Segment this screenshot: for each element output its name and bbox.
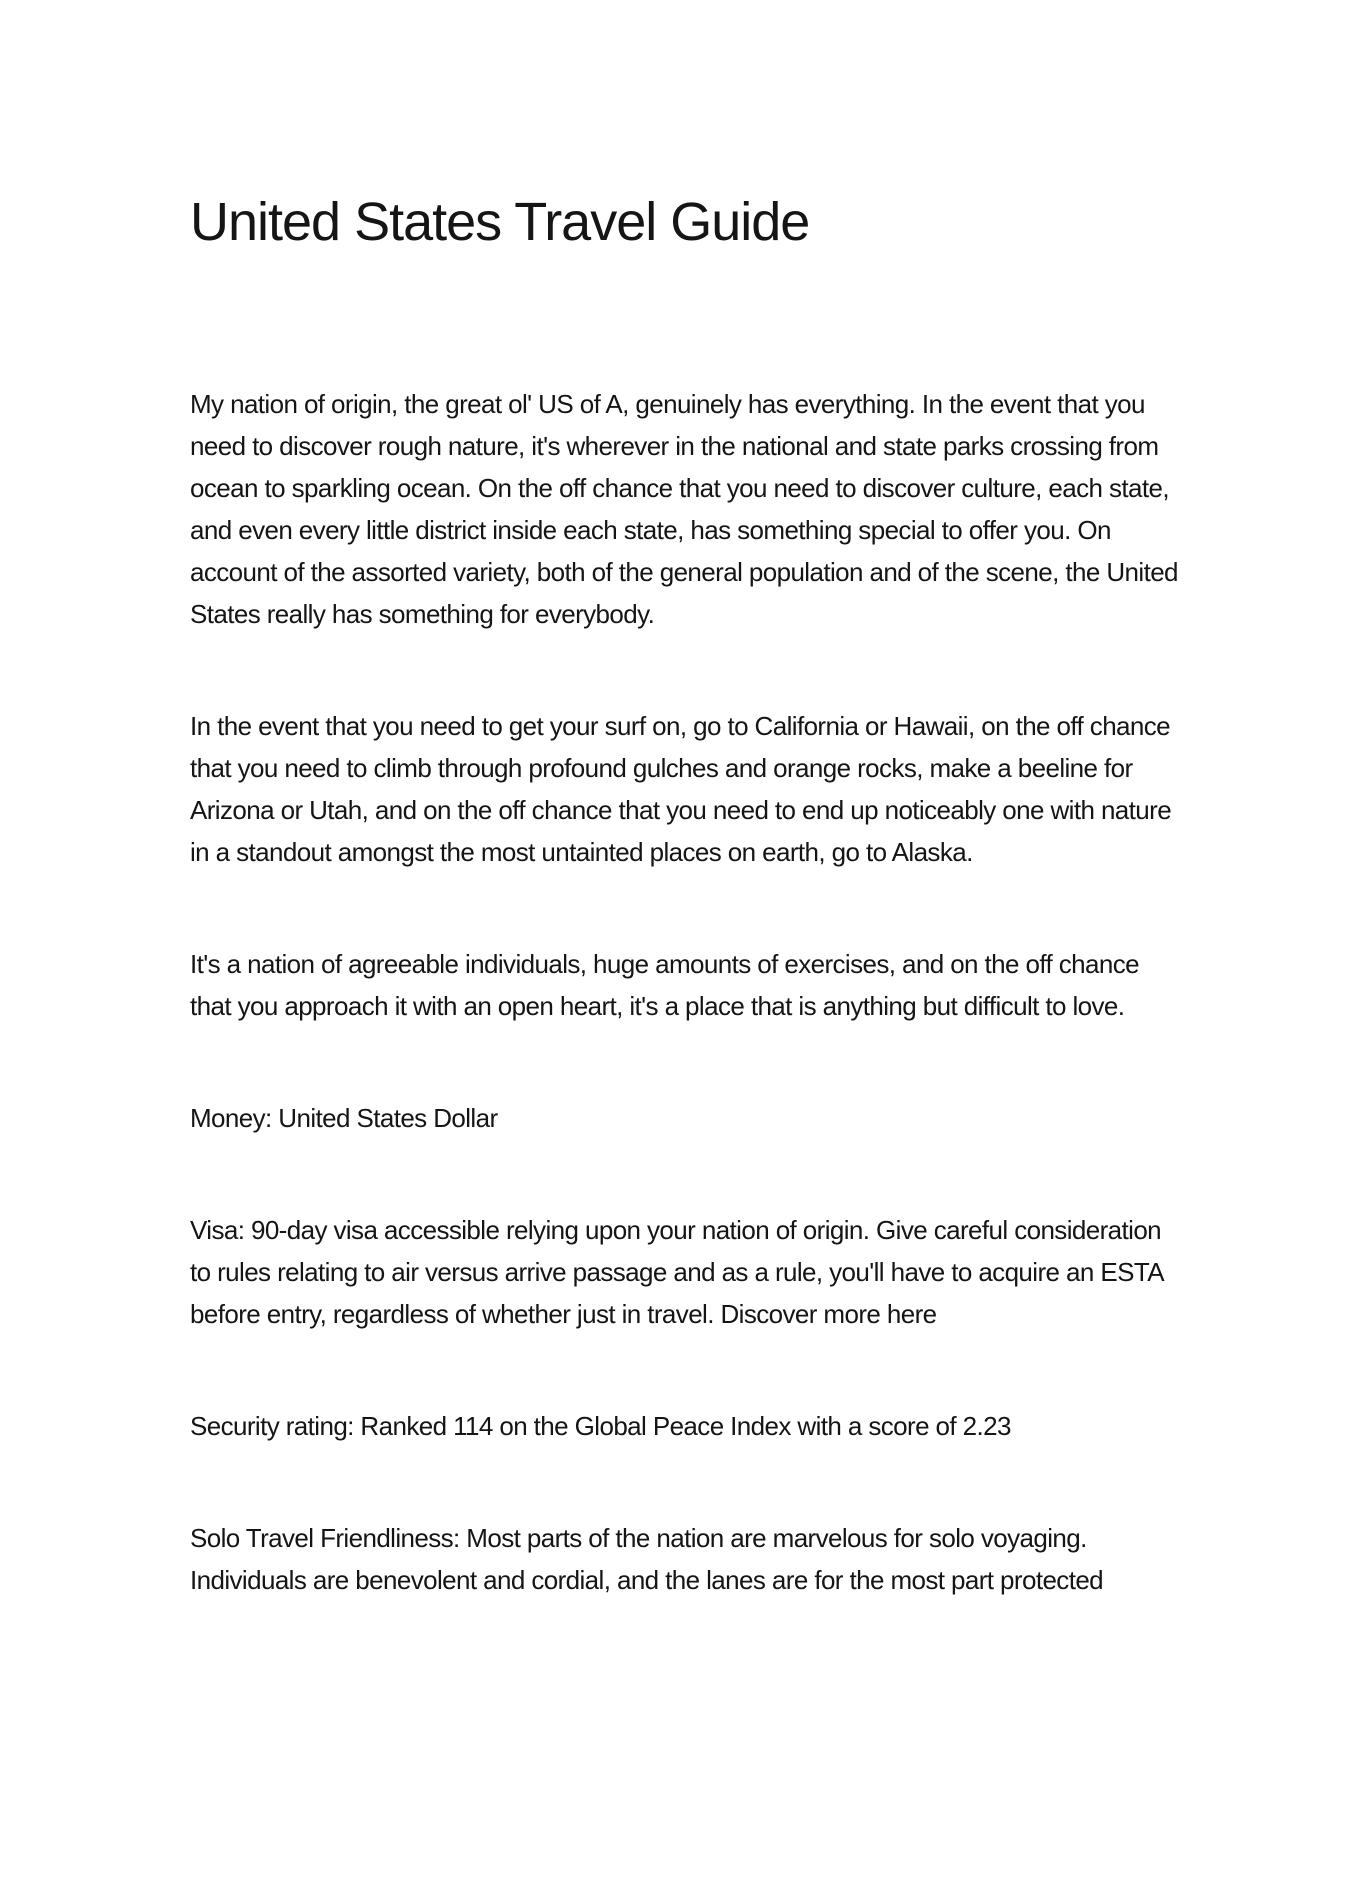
security-rating-line: Security rating: Ranked 114 on the Global Peace Index with a score of 2.23 xyxy=(190,1410,1011,1441)
money-line: Money: United States Dollar xyxy=(190,1102,498,1133)
destinations-paragraph: In the event that you need to get your surf on, go to California or Hawaii, on the off chance that you need to climb through profound gulches and orange rocks, make a beeline for Arizona or Utah, and on the off chance that you need to end up noticeably one with nature in a standout amongst the most untainted places on earth, go to Alaska. xyxy=(190,710,1172,867)
document-title: United States Travel Guide xyxy=(190,192,810,252)
people-paragraph: It's a nation of agreeable individuals, huge amounts of exercises, and on the off chance that you approach it with an open heart, it's a place that is anything but difficult to love. xyxy=(190,948,1140,1021)
intro-paragraph: My nation of origin, the great ol' US of A, genuinely has everything. In the event that you need to discover rough nature, it's wherever in the national and state parks crossing from ocean to sparkling ocean. On the off chance that you need to discover culture, each state, and even every little district inside each state, has something special to offer you. On account of the assorted variety, both of the general population and of the scene, the United States really has something for everybody. xyxy=(190,388,1178,629)
solo-travel-paragraph: Solo Travel Friendliness: Most parts of the nation are marvelous for solo voyaging. Individuals are benevolent and cordial, and the lanes are for the most part protected xyxy=(190,1522,1104,1595)
visa-paragraph: Visa: 90-day visa accessible relying upon your nation of origin. Give careful consideration to rules relating to air versus arrive passage and as a rule, you'll have to acquire an ESTA before entry, regardless of whether just in travel. Discover more here xyxy=(190,1214,1163,1329)
